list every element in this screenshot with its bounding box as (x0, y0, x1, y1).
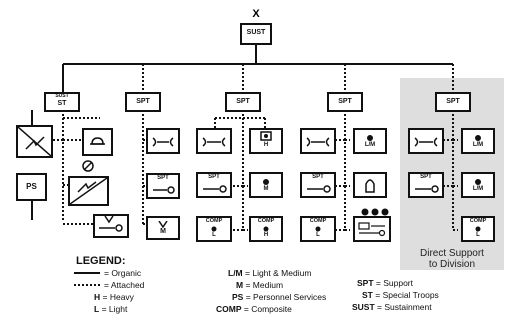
medium-box-c3 (249, 172, 283, 198)
medium-label-c2: M (160, 228, 166, 235)
spt-box-c4 (300, 172, 336, 198)
maintenance-box-c5 (408, 128, 444, 154)
spt-label-c4: SPT (312, 174, 324, 180)
personnel-services-label: PS (26, 182, 37, 191)
light-medium-box-c5a (461, 128, 495, 154)
legend-organic: = Organic (104, 268, 142, 278)
heavy-box-c3 (249, 128, 283, 154)
support-icon-c4 (302, 182, 334, 196)
maintenance-unit-box (16, 125, 53, 158)
spt-label-c3: SPT (208, 174, 220, 180)
sust-headquarters-box (240, 23, 272, 45)
medium-box-c2 (146, 216, 180, 240)
spt-label-c5: SPT (420, 174, 432, 180)
legend-light (94, 304, 127, 314)
maintenance-icon (18, 127, 51, 156)
legend-st (362, 290, 439, 300)
legend-sust-text: = Sustainment (377, 302, 432, 312)
spt-box-c3 (196, 172, 232, 198)
spt-header-box-4 (327, 92, 363, 112)
light-medium-label-c5b: L/M (472, 186, 484, 192)
light-label-c5: L (476, 232, 480, 238)
legend-lm-text: = Light & Medium (245, 268, 312, 278)
multifunction-icon (355, 218, 389, 240)
legend-light-text: = Light (101, 304, 128, 314)
light-medium-label-c5a: L/M (472, 142, 484, 148)
legend-st-key: ST (362, 290, 373, 300)
water-purification-box (93, 214, 129, 238)
support-icon-c3 (198, 182, 230, 196)
legend-ps-key: PS (232, 292, 244, 302)
legend-light-key: L (94, 304, 100, 314)
spt-box-c5 (408, 172, 444, 198)
supply-unit-box (82, 128, 113, 156)
legend-sust (352, 302, 432, 312)
legend-heavy-text: = Heavy (102, 292, 134, 302)
multifunction-box-c4 (353, 216, 391, 242)
spt-header-box-5 (435, 92, 471, 112)
spt-header-label-5: SPT (446, 98, 460, 105)
ammunition-icon (355, 174, 385, 196)
legend-spt-text: = Support (375, 278, 414, 288)
spt-label-c2: SPT (157, 175, 169, 181)
legend-spt-key: SPT (357, 278, 374, 288)
water-icon (95, 216, 127, 236)
heavy-label-c3b: H (263, 232, 269, 238)
comp-light-box-c4 (300, 216, 336, 242)
direct-support-line1: Direct Support (420, 248, 484, 259)
legend-heavy-key: H (94, 292, 101, 302)
legend-sust-key: SUST (352, 302, 375, 312)
legend-comp-text: = Composite (243, 304, 292, 314)
light-medium-box-c5b (461, 172, 495, 198)
maintenance-pair-icon-c3 (198, 130, 230, 152)
maintenance-box-c4 (300, 128, 336, 154)
comp-label-c3a: COMP (205, 218, 223, 224)
maintenance-pair-icon-c4 (302, 130, 334, 152)
spt-header-label-4: SPT (338, 98, 352, 105)
special-troops-label: ST (57, 100, 67, 107)
heavy-label-c3: H (263, 142, 269, 148)
legend-attached: = Attached (104, 280, 145, 290)
medium-label-c3: M (263, 186, 269, 192)
transport-icon (70, 178, 107, 204)
legend-ps (232, 292, 326, 302)
light-medium-label-c4: L/M (364, 142, 376, 148)
comp-label-c4: COMP (309, 218, 327, 224)
legend-m-key: M (236, 280, 244, 290)
comp-label-c5: COMP (469, 218, 487, 224)
spt-header-label-3: SPT (236, 98, 250, 105)
comp-label-c3b: COMP (257, 218, 275, 224)
spt-header-box-2 (125, 92, 161, 112)
legend-m-text: = Medium (245, 280, 284, 290)
special-troops-prefix: SUST (55, 93, 69, 99)
light-medium-box-c4 (353, 128, 387, 154)
spt-header-box-3 (225, 92, 261, 112)
light-label-c4: L (316, 232, 320, 238)
legend-spt (357, 278, 413, 288)
light-label-c3: L (212, 232, 216, 238)
maintenance-pair-icon-c5 (410, 130, 442, 152)
maintenance-box-c3 (196, 128, 232, 154)
command-echelon-symbol: X (252, 8, 260, 20)
supply-icon (84, 130, 111, 154)
legend-st-text: = Special Troops (375, 290, 439, 300)
special-troops-header-box (44, 92, 80, 112)
legend-title: LEGEND: (76, 255, 126, 267)
maintenance-pair-icon (148, 130, 178, 152)
legend-m (236, 280, 283, 290)
legend-heavy (94, 292, 134, 302)
spt-box-c2 (146, 173, 180, 199)
comp-heavy-box-c3 (249, 216, 283, 242)
legend-ps-text: = Personnel Services (245, 292, 327, 302)
legend-comp (216, 304, 292, 314)
comp-light-box-c3 (196, 216, 232, 242)
personnel-services-box (16, 173, 47, 201)
legend-lm (228, 268, 311, 278)
support-icon (148, 183, 178, 197)
direct-support-line2: to Division (428, 259, 476, 270)
ammo-box-c4 (353, 172, 387, 198)
legend-lm-key: L/M (228, 268, 243, 278)
comp-light-box-c5 (461, 216, 495, 242)
legend-comp-key: COMP (216, 304, 242, 314)
restricted-icon (81, 159, 95, 173)
support-icon-c5 (410, 182, 442, 196)
transport-aviation-box (68, 176, 109, 206)
sust-headquarters-label: SUST (246, 29, 266, 36)
maintenance-box-c2 (146, 128, 180, 154)
spt-header-label-2: SPT (136, 98, 150, 105)
